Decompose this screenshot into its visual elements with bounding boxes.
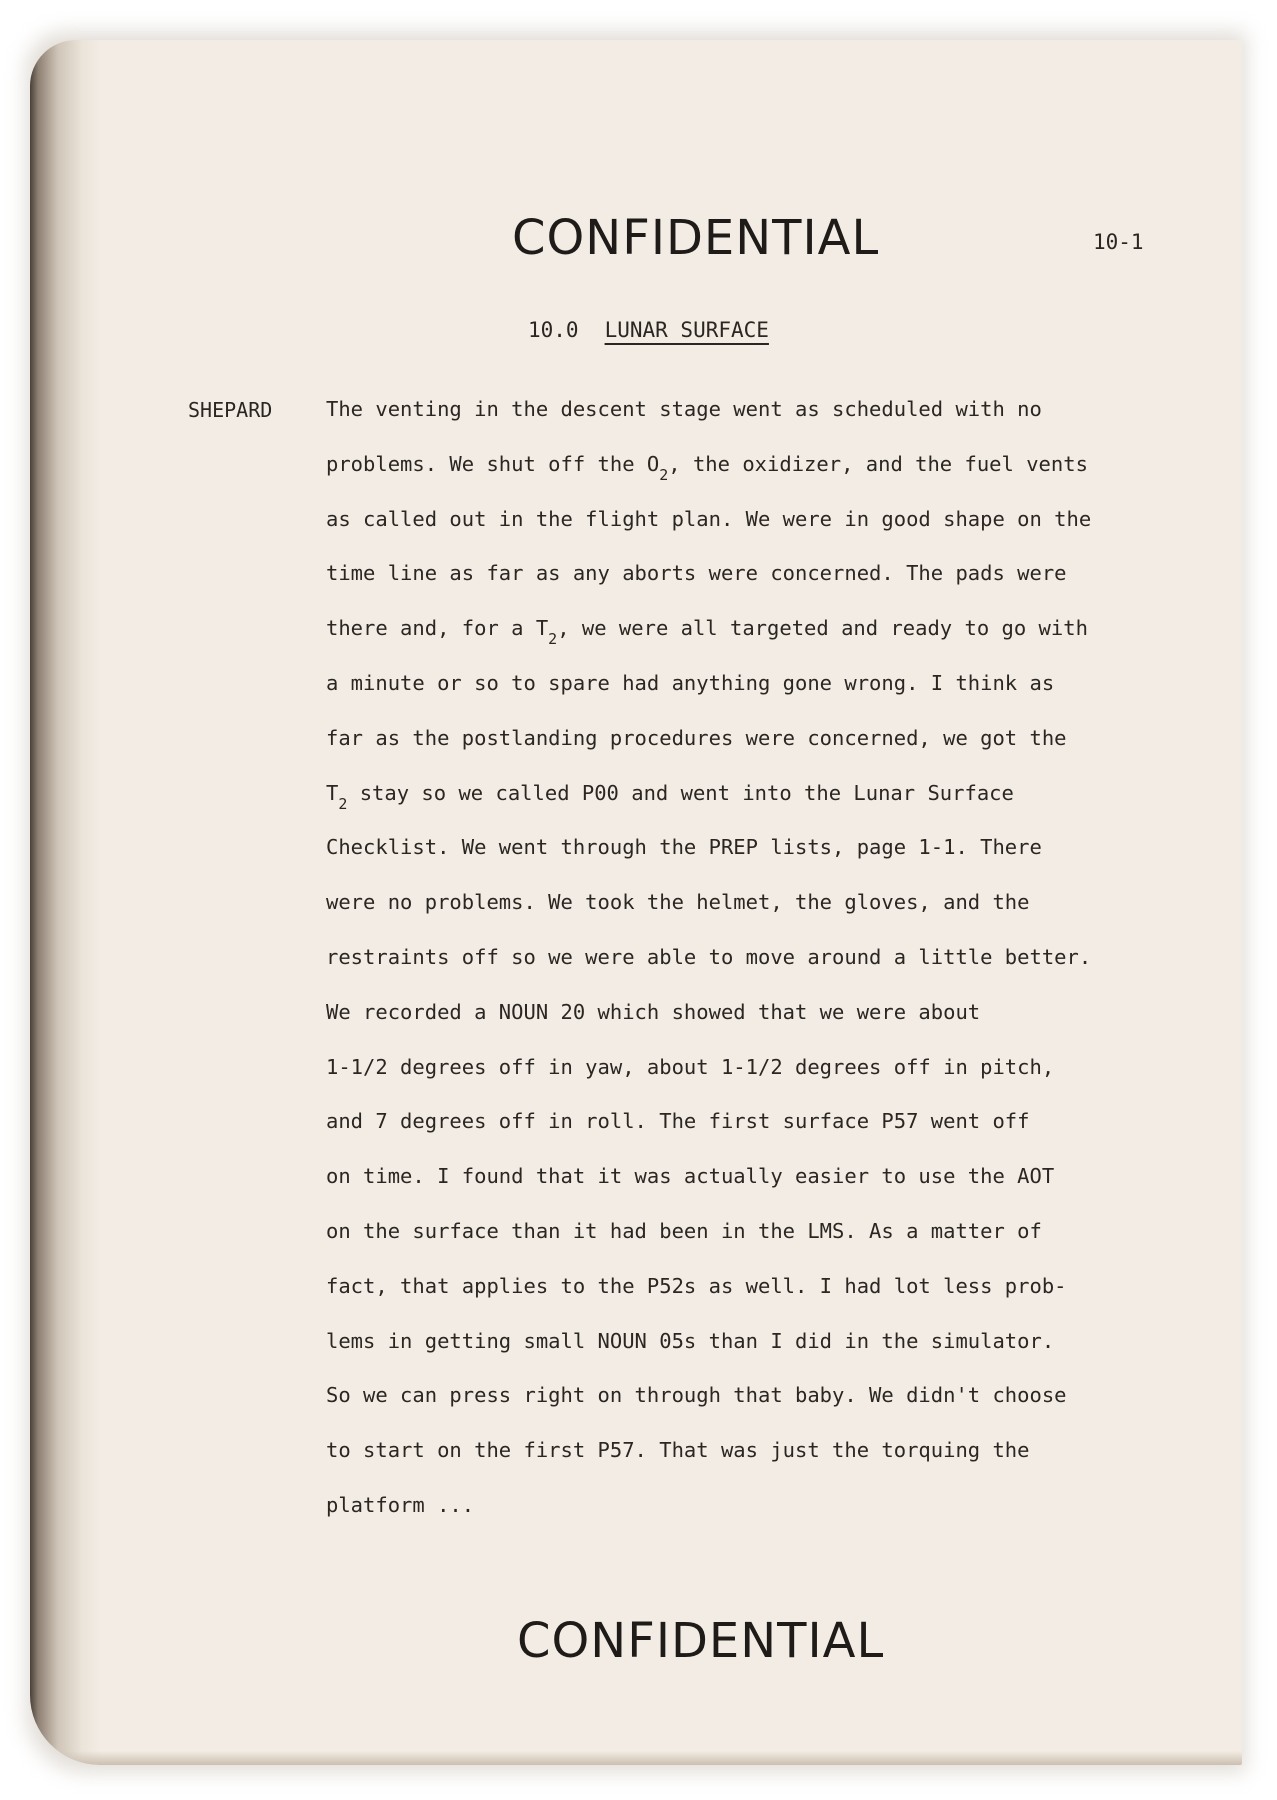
transcript-line bbox=[326, 1052, 1206, 1107]
transcript-line bbox=[326, 1435, 1206, 1490]
line-text: were no problems. We took the helmet, the gloves, and the bbox=[326, 890, 1030, 915]
line-text: So we can press right on through that baby. We didn't choose bbox=[326, 1383, 1067, 1408]
line-text: a minute or so to spare had anything gone wrong. I think as bbox=[326, 670, 1055, 695]
line-text: The venting in the descent stage went as scheduled with no bbox=[326, 397, 1042, 421]
document-page bbox=[30, 40, 1242, 1765]
section-number: 10.0 bbox=[528, 318, 579, 342]
line-text: Checklist. We went through the PREP lists, page 1-1. There bbox=[326, 835, 1042, 860]
page-number: 10-1 bbox=[1093, 230, 1144, 254]
subscript: 2 bbox=[548, 630, 558, 649]
transcript-line bbox=[326, 504, 1206, 559]
line-text: time line as far as any aborts were concerned. The pads were bbox=[326, 561, 1067, 586]
subscript: 2 bbox=[338, 794, 348, 813]
transcript-line bbox=[326, 1271, 1206, 1326]
line-text: far as the postlanding procedures were concerned, we got the bbox=[326, 725, 1067, 750]
transcript-line bbox=[326, 1490, 1206, 1545]
transcript-line bbox=[326, 778, 1206, 833]
transcript-line bbox=[326, 394, 1206, 449]
line-text: stay so we called P00 and went into the Lunar Surface bbox=[347, 780, 1014, 805]
transcript-line bbox=[326, 997, 1206, 1052]
transcript-line bbox=[326, 558, 1206, 613]
transcript-line bbox=[326, 1216, 1206, 1271]
line-text: there and, for a T bbox=[326, 616, 549, 641]
confidential-stamp-top: CONFIDENTIAL bbox=[512, 210, 880, 266]
transcript-line bbox=[326, 942, 1206, 997]
page-binding-edge bbox=[30, 40, 100, 1765]
line-text: fact, that applies to the P52s as well. I had lot less prob- bbox=[326, 1273, 1067, 1298]
confidential-stamp-bottom: CONFIDENTIAL bbox=[517, 1613, 885, 1669]
page-bottom-edge bbox=[30, 1751, 1242, 1765]
line-text: , the oxidizer, and the fuel vents bbox=[668, 451, 1088, 476]
transcript-line bbox=[326, 1106, 1206, 1161]
transcript-line bbox=[326, 613, 1206, 668]
line-text: restraints off so we were able to move around a little better. bbox=[326, 944, 1092, 969]
line-text: T bbox=[326, 780, 339, 805]
line-text: problems. We shut off the O bbox=[326, 451, 660, 476]
line-text: to start on the first P57. That was just the torquing the bbox=[326, 1438, 1030, 1463]
transcript-line bbox=[326, 723, 1206, 778]
transcript-line bbox=[326, 449, 1206, 504]
transcript-line bbox=[326, 1326, 1206, 1381]
line-text: We recorded a NOUN 20 which showed that we were about bbox=[326, 999, 981, 1024]
transcript-line bbox=[326, 887, 1206, 942]
subscript: 2 bbox=[659, 465, 669, 484]
line-text: and 7 degrees off in roll. The first surface P57 went off bbox=[326, 1109, 1030, 1134]
transcript-body bbox=[326, 394, 1206, 1545]
line-text: as called out in the flight plan. We were in good shape on the bbox=[326, 506, 1092, 531]
line-text: lems in getting small NOUN 05s than I did in the simulator. bbox=[326, 1328, 1055, 1353]
transcript-line bbox=[326, 1380, 1206, 1435]
line-text: platform ... bbox=[326, 1492, 475, 1517]
speaker-label: SHEPARD bbox=[188, 398, 273, 422]
transcript-line bbox=[326, 832, 1206, 887]
transcript-line bbox=[326, 668, 1206, 723]
line-text: on time. I found that it was actually easier to use the AOT bbox=[326, 1164, 1055, 1189]
line-text: 1-1/2 degrees off in yaw, about 1-1/2 degrees off in pitch, bbox=[326, 1054, 1055, 1079]
section-title: LUNAR SURFACE bbox=[604, 318, 769, 342]
transcript-line bbox=[326, 1161, 1206, 1216]
line-text: on the surface than it had been in the LMS. As a matter of bbox=[326, 1218, 1042, 1243]
section-heading bbox=[528, 318, 769, 342]
line-text: , we were all targeted and ready to go with bbox=[557, 616, 1088, 641]
